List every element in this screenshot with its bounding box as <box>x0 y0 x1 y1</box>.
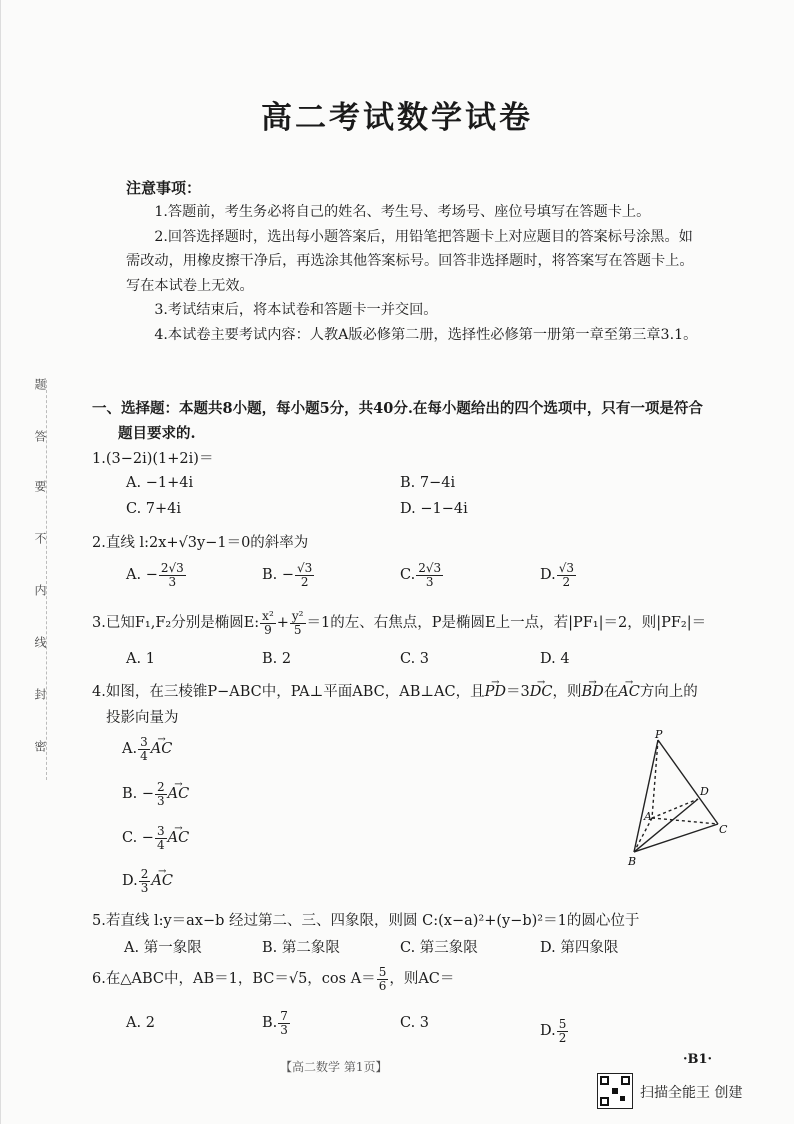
option: C. 第三象限 <box>400 940 478 956</box>
option-prefix: B. <box>262 1015 278 1032</box>
fraction <box>557 1018 569 1044</box>
stem-text: 6.在△ABC中，AB＝1，BC＝√5，cos A＝ <box>92 971 376 988</box>
question-3-stem: 3.已知F₁,F₂分别是椭圆E: $\frac{\text{x²}}{9}$ + $\frac{\text{y²}}{5}$ ＝1的左、右焦点，P是椭圆E上一点，若|PF₁|＝2，则|PF₂|＝ <box>92 609 707 637</box>
numerator: 3 <box>156 824 165 838</box>
numerator: 2 <box>140 867 149 881</box>
stem-text: 4.如图，在三棱锥P−ABC中，PA⊥平面ABC，AB⊥AC，且 <box>92 684 485 700</box>
option-prefix: D. <box>540 567 556 584</box>
label-p: P <box>655 728 663 741</box>
denominator: 3 <box>168 574 177 589</box>
option: D. −1−4i <box>400 501 468 517</box>
option: B. 第二象限 <box>262 940 340 956</box>
denominator: 2 <box>300 574 309 589</box>
option: C. 7+4i <box>126 501 182 517</box>
option-prefix: A. − <box>126 567 158 584</box>
option-prefix: D. <box>540 1023 556 1040</box>
side-label: 密 <box>33 740 47 752</box>
option: A. 2 <box>126 1015 155 1031</box>
stem-text: 在 <box>603 684 619 700</box>
option <box>122 781 189 807</box>
numerator: √3 <box>297 561 313 575</box>
numerator: 2 <box>157 780 165 794</box>
page-footer: 【高二数学 第1页】 <box>280 1060 388 1074</box>
option-prefix: C. − <box>122 830 154 847</box>
option <box>126 562 187 588</box>
label-d: D <box>700 785 709 798</box>
denominator: 4 <box>140 748 148 763</box>
numerator: x² <box>262 609 274 623</box>
edge-ac <box>652 818 718 824</box>
vector-ac: → AC <box>618 684 640 700</box>
denominator: 2 <box>562 574 571 589</box>
numerator: 3 <box>140 735 148 749</box>
notice-heading: 注意事项： <box>126 179 202 197</box>
stem-text: 2.直线 l:2x+ <box>92 535 179 551</box>
option-prefix: B. − <box>122 786 155 803</box>
option <box>400 562 444 588</box>
denominator: 4 <box>156 837 165 852</box>
side-label: 线 <box>33 636 47 648</box>
stem-text: ，则 <box>552 684 582 700</box>
vector-ac: → AC <box>151 873 173 889</box>
numerator: 5 <box>378 965 387 979</box>
scanner-watermark: 扫描全能王 创建 <box>640 1085 743 1101</box>
option <box>262 562 315 588</box>
vector-dc: → DC <box>530 684 553 700</box>
fraction <box>260 610 276 636</box>
option-prefix: B. − <box>262 567 295 584</box>
side-label: 内 <box>33 584 47 596</box>
side-label: 不 <box>33 532 47 544</box>
fraction <box>557 562 576 588</box>
question-4-stem <box>92 680 698 701</box>
question-5-stem: 5.若直线 l:y＝ax−b 经过第二、三、四象限，则圆 C:(x−a)²+(y−b)²＝1的圆心位于 <box>92 913 640 929</box>
stem-text: y−1＝0的斜率为 <box>197 535 309 551</box>
sqrt3: √3 <box>178 535 197 551</box>
side-label: 封 <box>33 688 47 700</box>
question-1-stem: 1.(3−2i)(1+2i)＝ <box>92 451 214 467</box>
option: D. 4 <box>540 651 570 667</box>
fraction <box>155 781 167 807</box>
label-b: B <box>628 855 637 868</box>
option: A. 第一象限 <box>124 940 202 956</box>
side-label: 答 <box>33 430 47 442</box>
paper-code: ·B1· <box>683 1052 713 1067</box>
option <box>122 825 189 851</box>
numerator: 2√3 <box>418 561 442 575</box>
notice-item: 4.本试卷主要考试内容：人教A版必修第二册，选择性必修第一册第一章至第三章3.1。 <box>154 326 698 343</box>
side-label: 要 <box>33 480 47 492</box>
tetrahedron-figure <box>620 728 730 868</box>
denominator: 3 <box>280 1022 288 1037</box>
question-4-stem-cont: 投影向量为 <box>106 710 179 726</box>
side-label: 题 <box>33 378 47 390</box>
fraction <box>295 562 314 588</box>
denominator: 6 <box>378 978 387 993</box>
denominator: 2 <box>558 1030 567 1045</box>
numerator: √3 <box>558 561 574 575</box>
numerator: 2√3 <box>160 561 184 575</box>
notice-item: 3.考试结束后，将本试卷和答题卡一并交回。 <box>154 302 438 318</box>
numerator: y² <box>291 609 304 623</box>
stem-text: ＝3 <box>505 684 530 700</box>
label-a: A <box>644 810 652 823</box>
option <box>540 1018 569 1044</box>
question-2-stem <box>92 531 308 552</box>
page-title: 高二考试数学试卷 <box>261 100 533 136</box>
vector-bd: → BD <box>581 684 603 700</box>
option: A. −1+4i <box>126 475 194 491</box>
denominator: 3 <box>157 793 165 808</box>
fraction <box>290 610 306 636</box>
option <box>540 562 577 588</box>
edge-pc <box>658 740 718 824</box>
option: C. 3 <box>400 651 430 667</box>
stem-text: ＝1的左、右焦点，P是椭圆E上一点，若|PF₁|＝2，则|PF₂|＝ <box>306 615 707 632</box>
denominator: 9 <box>264 622 272 637</box>
numerator: 7 <box>280 1009 288 1023</box>
notice-item: 1.答题前，考生务必将自己的姓名、考生号、考场号、座位号填写在答题卡上。 <box>154 204 651 220</box>
fraction <box>139 868 151 894</box>
edge-bc <box>634 824 718 852</box>
section-heading-cont: 题目要求的. <box>118 425 196 442</box>
label-c: C <box>719 823 728 836</box>
notice-item: 2.回答选择题时，选出每小题答案后，用铅笔把答题卡上对应题目的答案标号涂黑。如需改动，用橡皮擦干净后，再选涂其他答案标号。回答非选择题时，将答案写在答题卡上。写在本试卷上无效。 <box>126 228 694 294</box>
fraction <box>377 966 389 992</box>
vector-ac: → AC <box>168 786 190 802</box>
option-prefix: A. <box>122 741 138 758</box>
fraction <box>138 736 150 762</box>
vector-ac: → AC <box>151 741 173 757</box>
fraction <box>159 562 186 588</box>
option: B. 7−4i <box>400 475 456 491</box>
option: B. 2 <box>262 651 292 667</box>
vector-pd: → PD <box>485 684 506 700</box>
notice-list <box>126 200 698 347</box>
option-prefix: D. <box>122 873 138 890</box>
stem-text: ，则AC＝ <box>389 971 455 988</box>
qr-code-icon <box>597 1073 633 1109</box>
fraction <box>278 1010 290 1036</box>
vector-ac: → AC <box>168 830 190 846</box>
stem-text: 方向上的 <box>639 684 698 700</box>
fraction <box>155 825 167 851</box>
option <box>262 1010 291 1036</box>
edge-ad <box>652 799 698 818</box>
option: A. 1 <box>126 651 155 667</box>
question-6-stem <box>92 966 454 992</box>
denominator: 3 <box>140 880 149 895</box>
option: C. 3 <box>400 1015 430 1031</box>
fraction <box>416 562 443 588</box>
option: D. 第四象限 <box>540 940 619 956</box>
option <box>122 736 172 762</box>
option <box>122 868 173 894</box>
numerator: 5 <box>558 1017 567 1031</box>
denominator: 3 <box>425 574 434 589</box>
option-prefix: C. <box>400 567 416 584</box>
section-heading: 一、选择题：本题共8小题，每小题5分，共40分.在每小题给出的四个选项中，只有一项是符合 <box>92 400 703 417</box>
denominator: 5 <box>293 622 302 637</box>
stem-text: 3.已知F₁,F₂分别是椭圆E: <box>92 615 260 632</box>
